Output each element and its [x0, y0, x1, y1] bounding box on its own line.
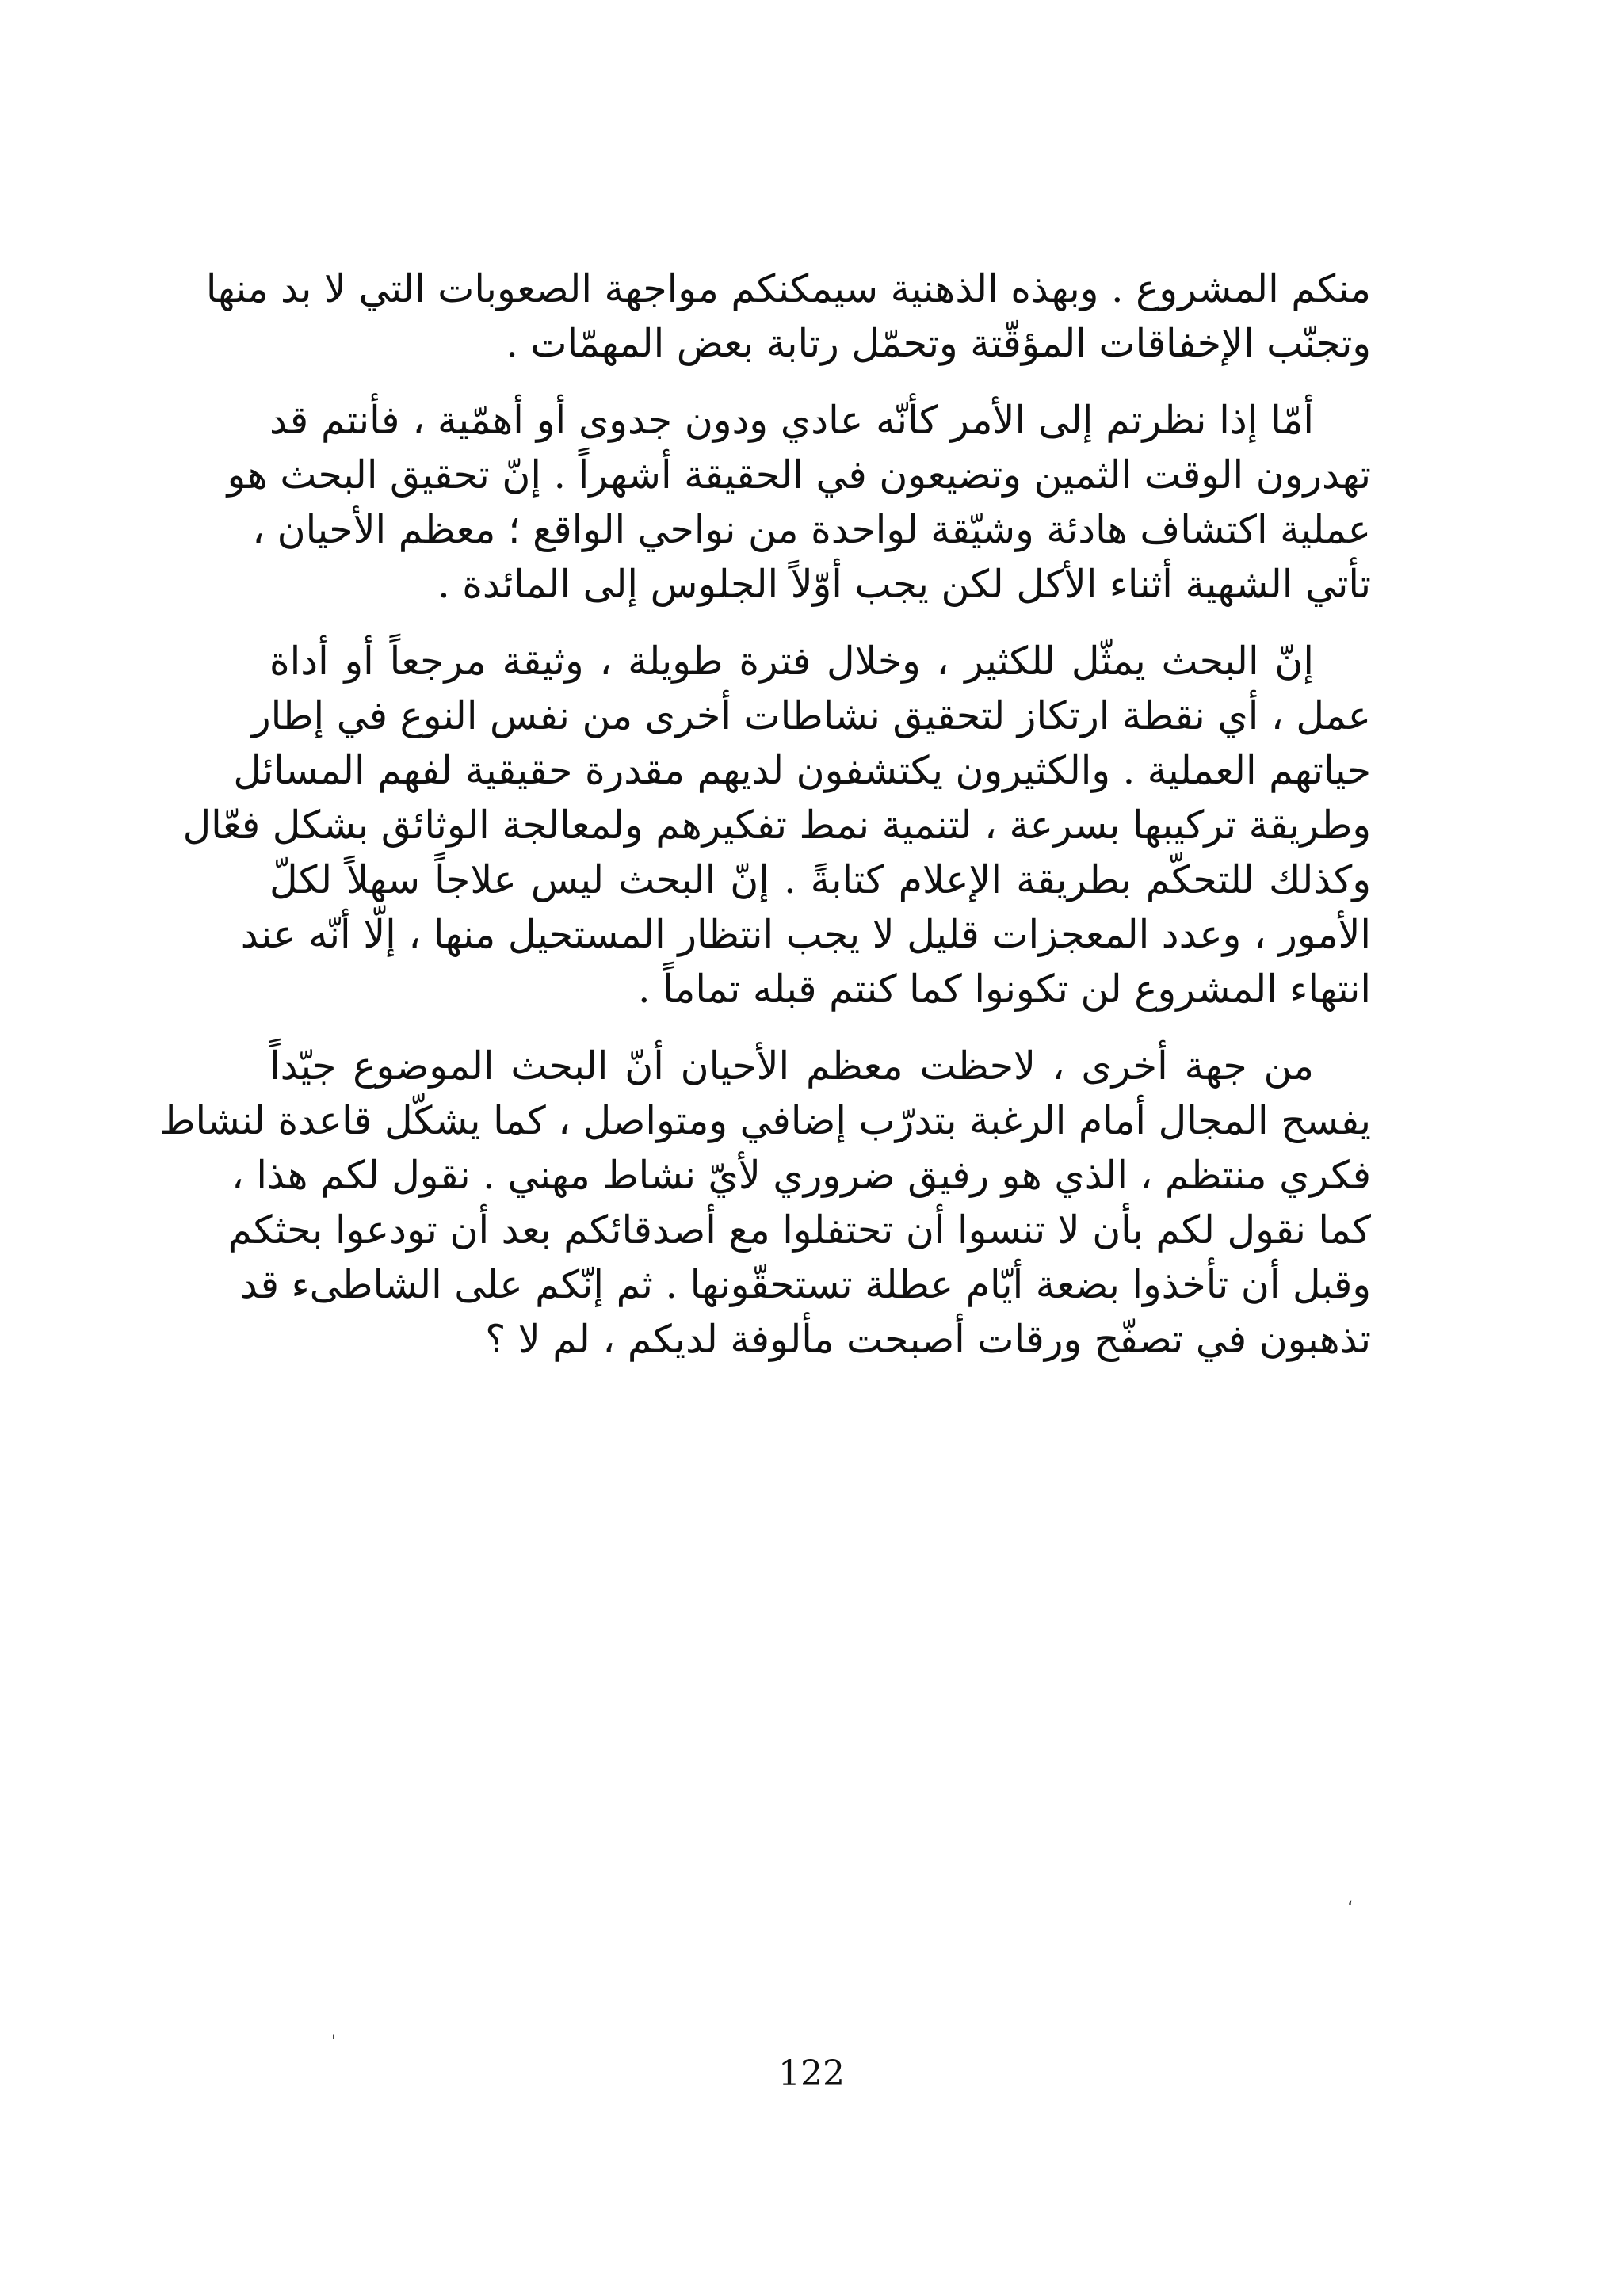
text-line: إنّ البحث يمثّل للكثير ، وخلال فترة طويلة ، وثيقة مرجعاً أو أداة	[269, 639, 1314, 684]
paragraph-3	[182, 634, 1371, 1016]
text-line: منكم المشروع . وبهذه الذهنية سيمكنكم مواجهة الصعوبات التي لا بد منها	[205, 266, 1371, 311]
text-line: من جهة أخرى ، لاحظت معظم الأحيان أنّ البحث الموضوع جيّداً	[269, 1043, 1314, 1089]
text-line: انتهاء المشروع لن تكونوا كما كنتم قبله تماماً .	[638, 967, 1371, 1012]
paragraph-1	[205, 261, 1371, 371]
text-line: وقبل أن تأخذوا بضعة أيّام عطلة تستحقّونها . ثم إنّكم على الشاطىء قد	[239, 1262, 1371, 1307]
text-line: عملية اكتشاف هادئة وشيّقة لواحدة من نواحي الواقع ؛ معظم الأحيان ،	[252, 507, 1371, 552]
text-line: يفسح المجال أمام الرغبة بتدرّب إضافي ومتواصل ، كما يشكّل قاعدة لنشاط	[159, 1098, 1371, 1143]
text-line: حياتهم العملية . والكثيرون يكتشفون لديهم مقدرة حقيقية لفهم المسائل	[233, 748, 1371, 793]
paragraph-4	[159, 1039, 1371, 1367]
paragraph-gap	[269, 612, 1371, 634]
text-line: عمل ، أي نقطة ارتكاز لتحقيق نشاطات أخرى من نفس النوع في إطار	[251, 693, 1371, 738]
text-line: وتجنّب الإخفاقات المؤقّتة وتحمّل رتابة بعض المهمّات .	[506, 321, 1371, 366]
text-line: وكذلك للتحكّم بطريقة الإعلام كتابةً . إنّ البحث ليس علاجاً سهلاً لكلّ	[269, 857, 1371, 902]
paragraph-gap	[269, 1016, 1371, 1039]
text-line: كما نقول لكم بأن لا تنسوا أن تحتفلوا مع أصدقائكم بعد أن تودعوا بحثكم	[227, 1207, 1371, 1253]
text-line: أمّا إذا نظرتم إلى الأمر كأنّه عادي ودون جدوى أو أهمّية ، فأنتم قد	[269, 398, 1314, 443]
text-line: وطريقة تركيبها بسرعة ، لتنمية نمط تفكيرهم ولمعالجة الوثائق بشكل فعّال	[182, 803, 1371, 848]
stray-mark: '	[331, 2032, 337, 2052]
body-text	[159, 261, 1371, 1367]
text-line: تذهبون في تصفّح ورقات أصبحت مألوفة لديكم ، لم لا ؟	[485, 1317, 1371, 1362]
text-line: الأمور ، وعدد المعجزات قليل لا يجب انتظار المستحيل منها ، إلّا أنّه عند	[240, 912, 1371, 957]
text-line: فكري منتظم ، الذي هو رفيق ضروري لأيّ نشاط مهني . نقول لكم هذا ،	[231, 1153, 1371, 1198]
text-line: تهدرون الوقت الثمين وتضيعون في الحقيقة أشهراً . إنّ تحقيق البحث هو	[227, 452, 1371, 498]
paragraph-2	[227, 393, 1371, 612]
stray-mark: ،	[1347, 1890, 1354, 1909]
text-line: تأتي الشهية أثناء الأكل لكن يجب أوّلاً الجلوس إلى المائدة .	[437, 562, 1371, 607]
paragraph-gap	[269, 371, 1371, 393]
page-number: 122	[778, 2054, 845, 2094]
